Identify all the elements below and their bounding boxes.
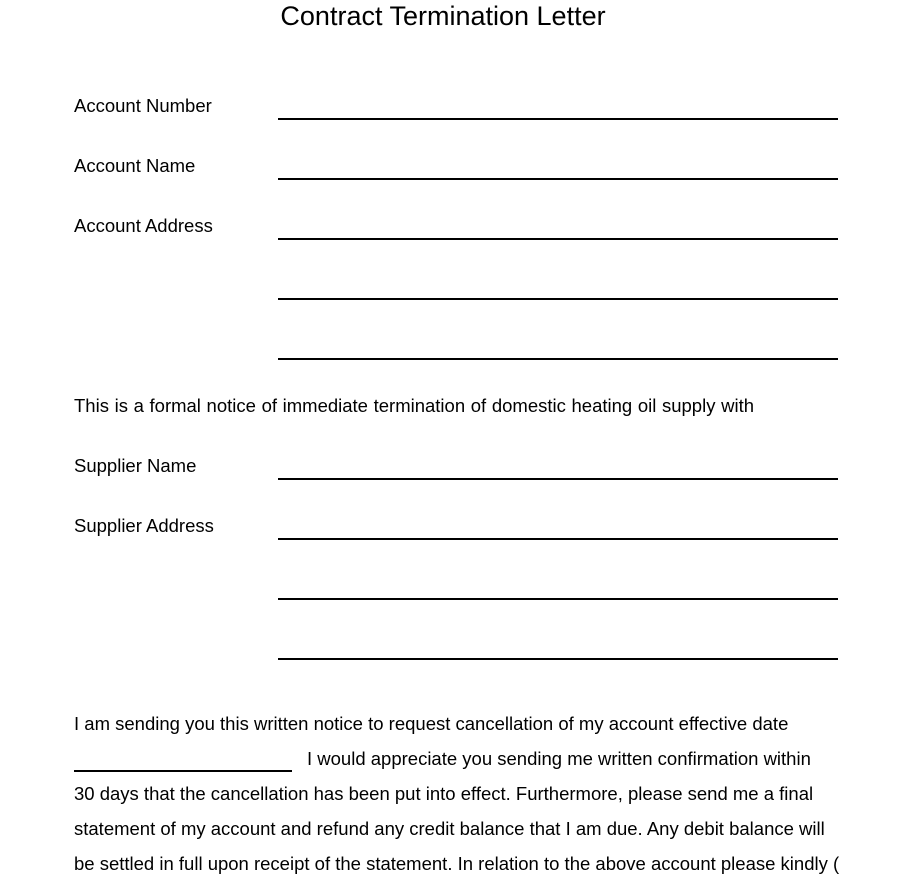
account-address-label: Account Address bbox=[74, 215, 213, 236]
request-line-1: I am sending you this written notice to request cancellation of my account effective date bbox=[74, 713, 789, 734]
request-line-2-text: I would appreciate you sending me written confirmation within bbox=[307, 748, 811, 769]
supplier-address-line-2[interactable] bbox=[278, 598, 838, 600]
notice-paragraph: This is a formal notice of immediate termination of domestic heating oil supply with bbox=[74, 395, 754, 416]
account-number-line[interactable] bbox=[278, 118, 838, 120]
supplier-name-line[interactable] bbox=[278, 478, 838, 480]
account-address-line-3[interactable] bbox=[278, 358, 838, 360]
account-address-line-1[interactable] bbox=[278, 238, 838, 240]
account-name-label: Account Name bbox=[74, 155, 196, 176]
supplier-address-line-1[interactable] bbox=[278, 538, 838, 540]
supplier-address-label: Supplier Address bbox=[74, 515, 214, 536]
request-line-2 bbox=[74, 741, 839, 776]
account-number-label: Account Number bbox=[74, 95, 212, 116]
request-line-5: be settled in full upon receipt of the statement. In relation to the above account please kindly ( bbox=[74, 853, 840, 874]
request-line-3: 30 days that the cancellation has been put into effect. Furthermore, please send me a final bbox=[74, 783, 814, 804]
account-address-line-2[interactable] bbox=[278, 298, 838, 300]
account-name-line[interactable] bbox=[278, 178, 838, 180]
request-paragraph bbox=[74, 706, 839, 881]
page-title: Contract Termination Letter bbox=[280, 1, 606, 31]
supplier-name-label: Supplier Name bbox=[74, 455, 197, 476]
date-blank-line[interactable] bbox=[74, 760, 292, 772]
request-line-4: statement of my account and refund any credit balance that I am due. Any debit balance will bbox=[74, 818, 825, 839]
supplier-address-line-3[interactable] bbox=[278, 658, 838, 660]
